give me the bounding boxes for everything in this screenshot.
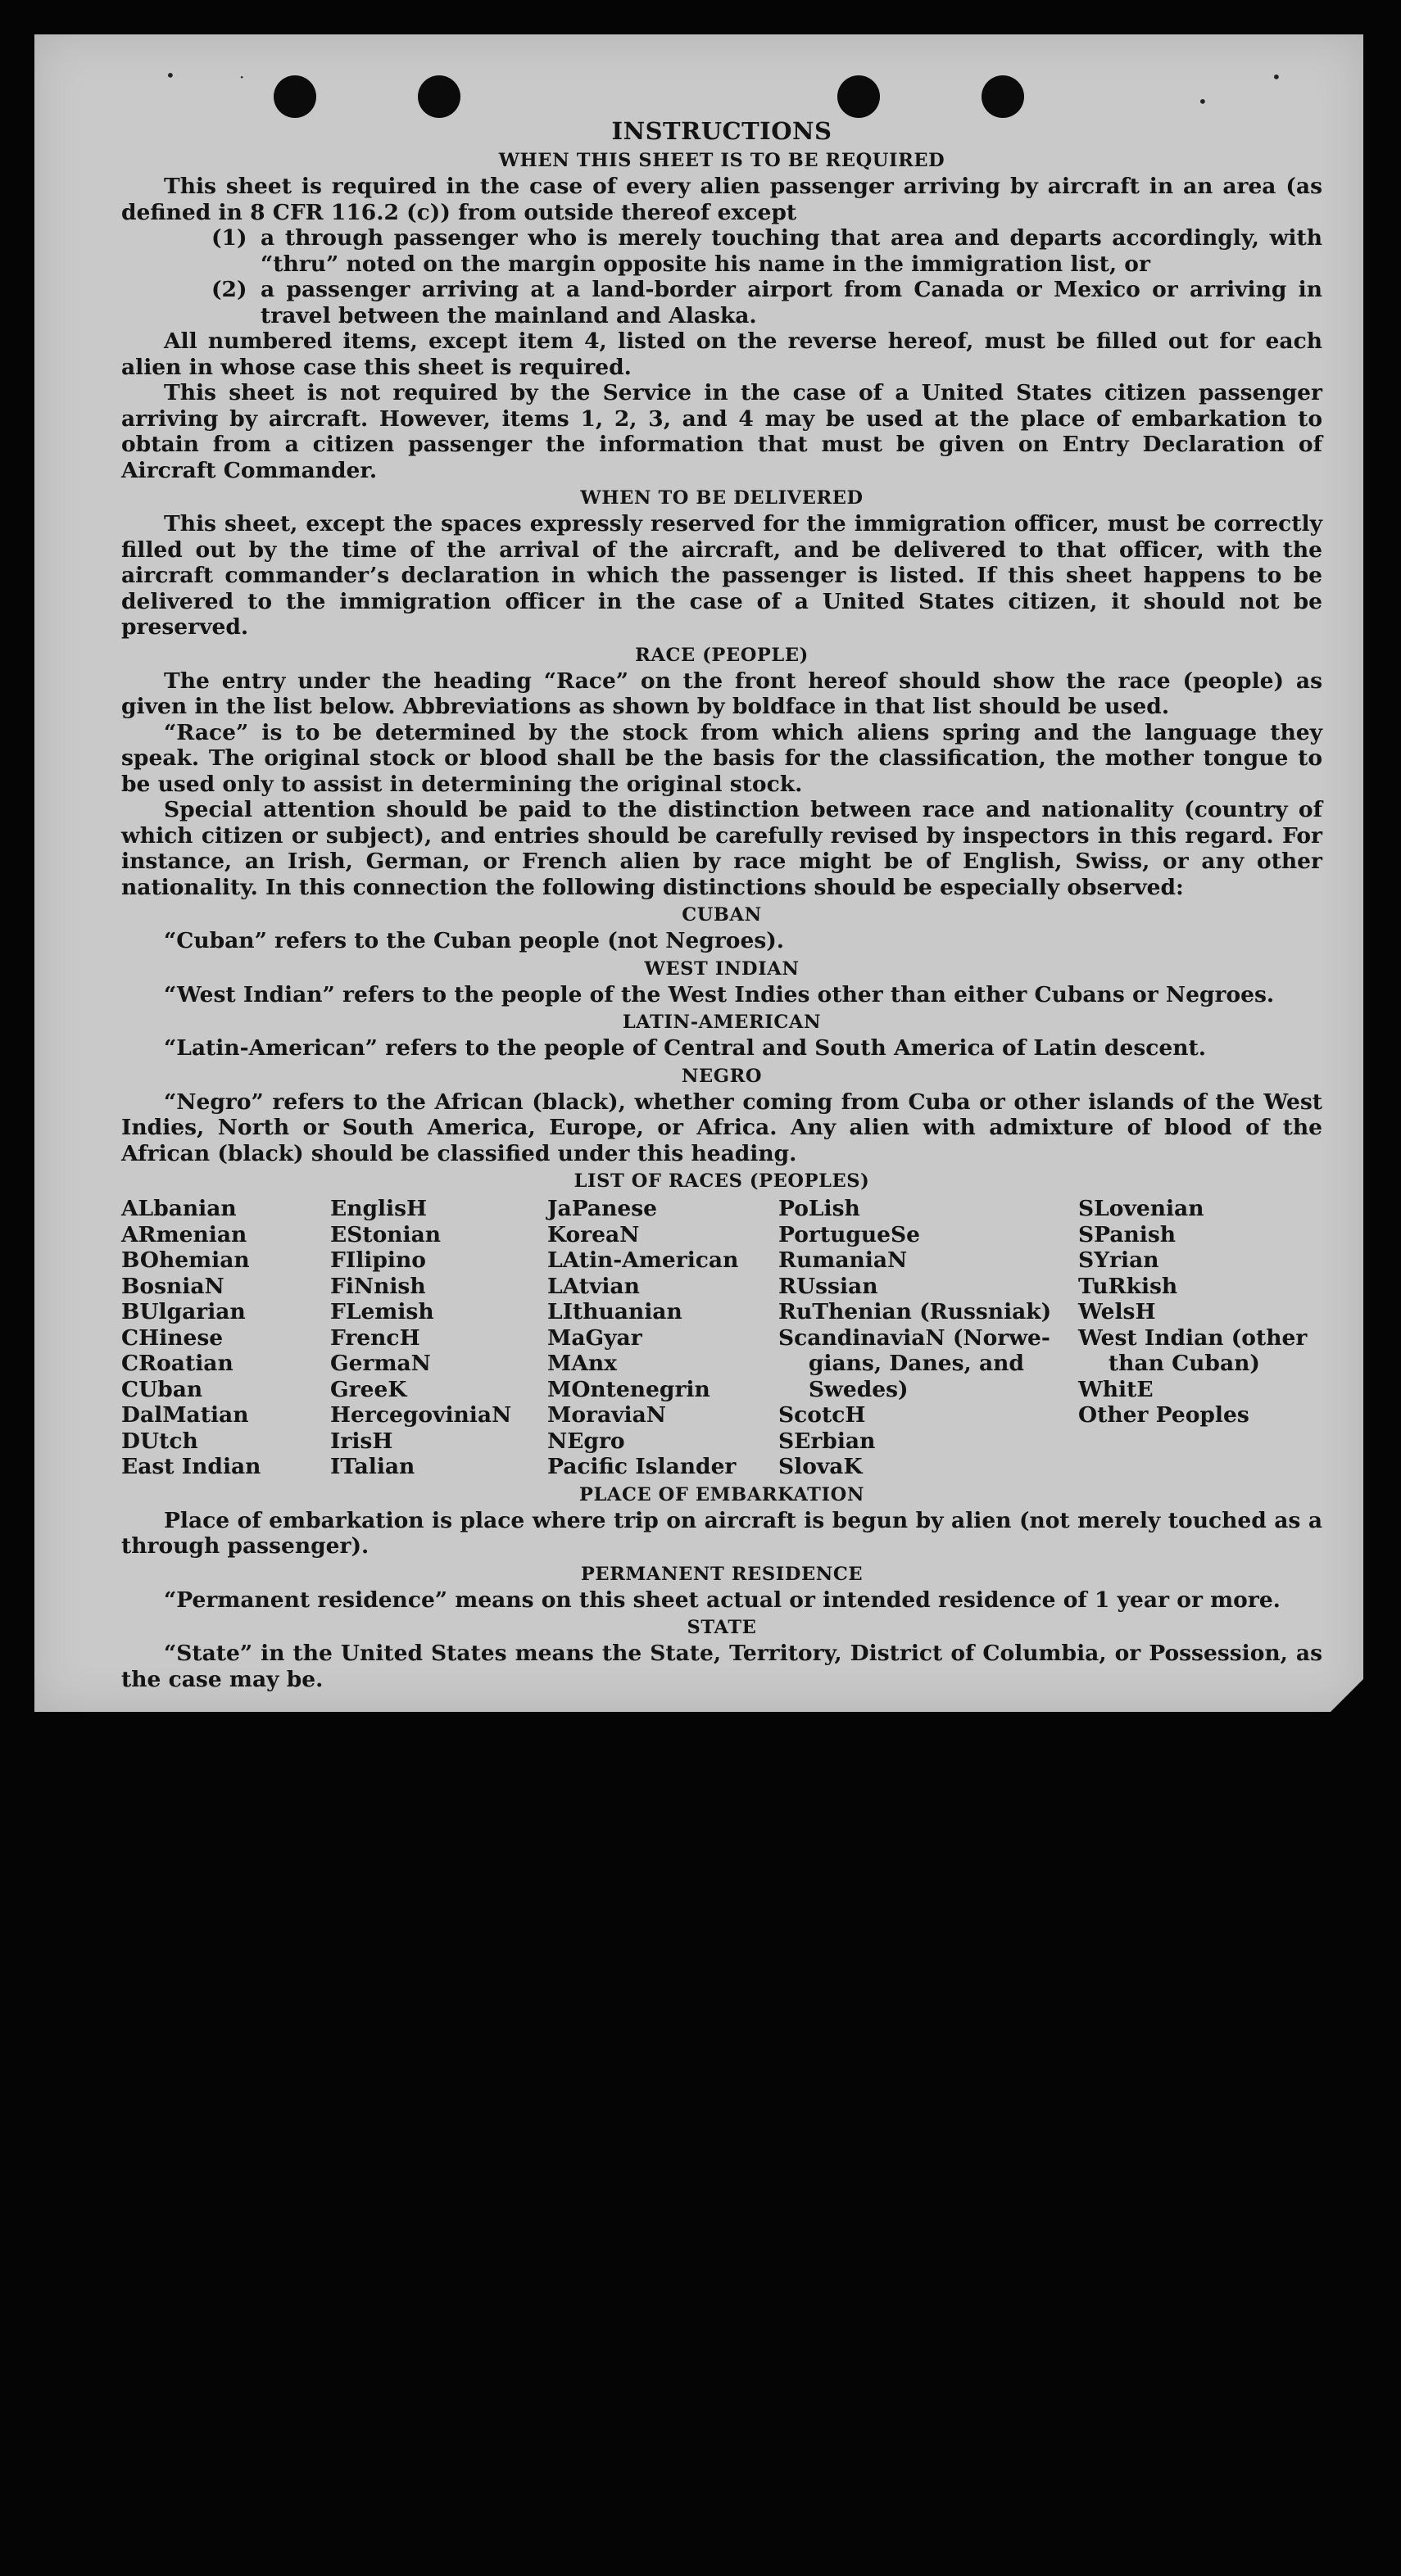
race-entry: WelsH <box>1078 1299 1156 1324</box>
race-entry: DalMatian <box>121 1402 249 1428</box>
section-heading: PERMANENT RESIDENCE <box>580 1563 864 1585</box>
race-entry: HercegoviniaN <box>330 1402 512 1428</box>
section-heading: WHEN TO BE DELIVERED <box>580 487 864 509</box>
paragraph: “Permanent residence” means on this sheet actual or intended residence of 1 year or more. <box>164 1587 1281 1613</box>
list-item <box>121 225 1322 277</box>
list-item <box>121 277 1322 328</box>
race-entry: EStonian <box>330 1221 442 1247</box>
race-entry: East Indian <box>121 1454 261 1479</box>
race-entry: SErbian <box>778 1428 876 1454</box>
item-number: (2) <box>211 277 247 302</box>
paragraph: Special attention should be paid to the distinction between race and nationality (country of which citizen or subject), and entries should be carefully revised by inspectors in this regard. For instance, an Irish, German, or French alien by race might be of English, Swiss, or any other nationality. In this connection the following distinctions should be especially observed: <box>121 797 1322 900</box>
race-entry: LIthuanian <box>547 1299 682 1324</box>
race-entry: RuThenian (Russniak) <box>778 1299 1052 1324</box>
section-heading: WEST INDIAN <box>644 958 800 980</box>
race-entry: FIlipino <box>330 1247 426 1273</box>
section-heading: STATE <box>687 1617 757 1638</box>
race-column <box>121 1196 330 1480</box>
race-entry: ALbanian <box>121 1196 237 1221</box>
scan-speck: · <box>239 67 245 87</box>
section-heading: PLACE OF EMBARKATION <box>578 1483 865 1505</box>
race-entry: TuRkish <box>1078 1273 1178 1299</box>
race-entry: WhitE <box>1078 1376 1154 1402</box>
race-entry: NEgro <box>547 1428 625 1454</box>
race-entry: MaGyar <box>547 1324 642 1351</box>
race-entry: BosniaN <box>121 1273 224 1299</box>
race-entry: LAtvian <box>547 1273 640 1299</box>
race-column <box>547 1196 778 1480</box>
item-text: a through passenger who is merely touching that area and departs accordingly, with “thru” noted on the margin opposite his name in the immigration list, or <box>261 225 1322 277</box>
document-sheet <box>34 34 1363 1712</box>
race-entry: Other Peoples <box>1078 1402 1249 1428</box>
race-entry: ScotcH <box>778 1402 866 1428</box>
page-title: INSTRUCTIONS <box>611 117 832 145</box>
section-heading: RACE (PEOPLE) <box>635 644 809 666</box>
race-entry: MOntenegrin <box>547 1376 710 1402</box>
race-entry: BUlgarian <box>121 1299 246 1324</box>
race-entry: SYrian <box>1078 1247 1159 1273</box>
race-entry: CUban <box>121 1376 203 1402</box>
race-entry: PortugueSe <box>778 1221 921 1247</box>
race-entry: CHinese <box>121 1324 224 1351</box>
paragraph: This sheet is not required by the Service in the case of a United States citizen passenger arriving by aircraft. However, items 1, 2, 3, and 4 may be used at the place of embarkation to obtain from a citizen passenger the information that must be given on Entry Declaration of Aircraft Commander. <box>121 380 1322 483</box>
instructions-text <box>121 92 1322 1692</box>
item-number: (1) <box>211 225 247 251</box>
race-entry: PoLish <box>778 1196 860 1221</box>
paragraph: “West Indian” refers to the people of the West Indies other than either Cubans or Negroes. <box>164 981 1275 1007</box>
paragraph: All numbered items, except item 4, listed on the reverse hereof, must be filled out for each alien in whose case this sheet is required. <box>121 328 1322 380</box>
race-column <box>1078 1196 1322 1480</box>
paragraph: Place of embarkation is place where trip on aircraft is begun by alien (not merely touched as a through passenger). <box>121 1507 1322 1559</box>
race-entry: ITalian <box>330 1454 415 1479</box>
race-entry: LAtin-American <box>547 1247 739 1273</box>
race-entry: SPanish <box>1078 1221 1177 1247</box>
race-column <box>330 1196 547 1480</box>
paragraph: “State” in the United States means the State, Territory, District of Columbia, or Possession, as the case may be. <box>121 1641 1322 1692</box>
race-entry: SLovenian <box>1078 1196 1204 1221</box>
paragraph: “Race” is to be determined by the stock from which aliens spring and the language they speak. The original stock or blood shall be the basis for the classification, the mother tongue to be used only to assist in determining the original stock. <box>121 719 1322 797</box>
race-entry: EnglisH <box>330 1196 428 1221</box>
race-entry: GermaN <box>330 1351 431 1376</box>
race-column <box>778 1196 1078 1480</box>
race-list <box>121 1196 1322 1480</box>
race-entry: FiNnish <box>330 1273 426 1299</box>
section-heading: LIST OF RACES (PEOPLES) <box>574 1170 870 1192</box>
race-entry: BOhemian <box>121 1247 250 1273</box>
race-entry: RUssian <box>778 1273 878 1299</box>
scan-speck: • <box>1272 67 1281 87</box>
race-entry: ScandinaviaN (Norwe- <box>778 1324 1050 1351</box>
paragraph: “Negro” refers to the African (black), whether coming from Cuba or other islands of the West Indies, North or South America, Europe, or Africa. Any alien with admixture of blood of the African (black) should be classified under this heading. <box>121 1089 1322 1166</box>
paragraph: “Cuban” refers to the Cuban people (not Negroes). <box>164 928 784 953</box>
race-entry: MAnx <box>547 1351 617 1376</box>
race-entry: RumaniaN <box>778 1247 908 1273</box>
section-heading: NEGRO <box>681 1065 763 1087</box>
section-heading: CUBAN <box>682 904 762 926</box>
race-entry: West Indian (other <box>1078 1324 1308 1351</box>
race-entry: IrisH <box>330 1428 393 1454</box>
race-entry: Swedes) <box>778 1376 909 1402</box>
race-entry: FLemish <box>330 1299 434 1324</box>
race-entry: CRoatian <box>121 1351 234 1376</box>
torn-corner <box>1331 1679 1363 1712</box>
race-entry: gians, Danes, and <box>778 1351 1024 1376</box>
paragraph: This sheet, except the spaces expressly reserved for the immigration officer, must be correctly filled out by the time of the arrival of the aircraft, and be delivered to that officer, with the aircraft commander’s declaration in which the passenger is listed. If this sheet happens to be delivered to the immigration officer in the case of a United States citizen, it should not be preserved. <box>121 511 1322 640</box>
item-text: a passenger arriving at a land-border airport from Canada or Mexico or arriving in travel between the mainland and Alaska. <box>261 277 1322 328</box>
section-heading: WHEN THIS SHEET IS TO BE REQUIRED <box>498 150 945 171</box>
section-heading: LATIN-AMERICAN <box>622 1012 822 1033</box>
paragraph: This sheet is required in the case of every alien passenger arriving by aircraft in an area (as defined in 8 CFR 116.2 (c)) from outside thereof except <box>121 174 1322 225</box>
paragraph: The entry under the heading “Race” on the front hereof should show the race (people) as given in the list below. Abbreviations as shown by boldface in that list should be used. <box>121 668 1322 719</box>
race-entry: KoreaN <box>547 1221 640 1247</box>
scan-speck: • <box>1198 92 1208 111</box>
race-entry: FrencH <box>330 1324 420 1351</box>
race-entry: than Cuban) <box>1078 1351 1260 1376</box>
paragraph: “Latin-American” refers to the people of Central and South America of Latin descent. <box>164 1035 1206 1061</box>
race-entry: SlovaK <box>778 1454 863 1479</box>
race-entry: MoraviaN <box>547 1402 666 1428</box>
race-entry: ARmenian <box>121 1221 247 1247</box>
race-entry: Pacific Islander <box>547 1454 737 1479</box>
race-entry: JaPanese <box>547 1196 658 1221</box>
race-entry: GreeK <box>330 1376 407 1402</box>
race-entry: DUtch <box>121 1428 198 1454</box>
scan-speck: • <box>165 66 175 85</box>
